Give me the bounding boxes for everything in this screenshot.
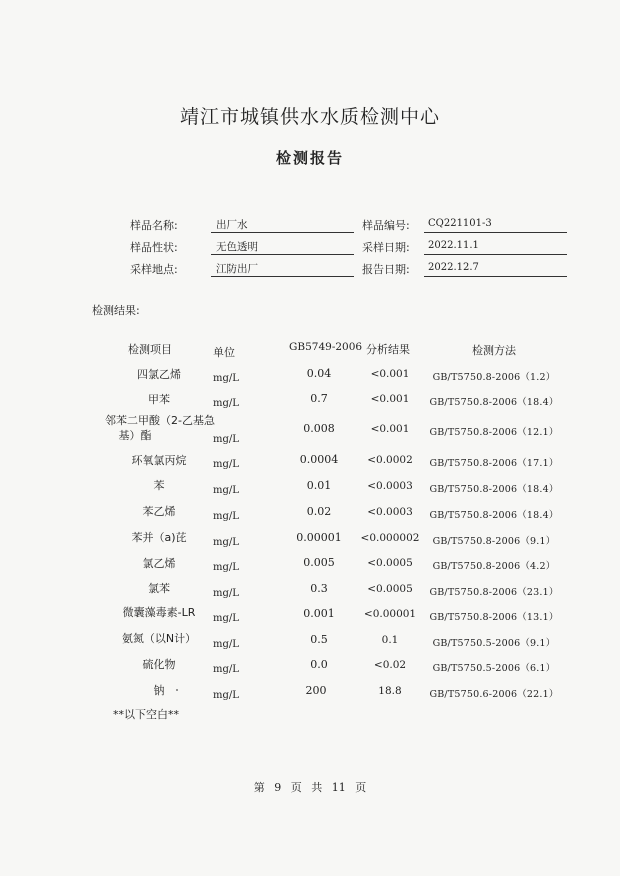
row-7-item: 苯并（a)芘 (131, 531, 187, 544)
sample-name-value: 出厂水 (216, 219, 248, 231)
row-13-unit: mg/L (213, 690, 239, 701)
row-3-method: GB/T5750.8-2006（12.1） (429, 427, 559, 438)
sampling-site-underline (211, 276, 354, 277)
row-13-result: 18.8 (378, 685, 402, 697)
row-9-item: 氯苯 (148, 582, 170, 595)
row-8-result: <0.0005 (367, 557, 413, 569)
row-12-std: 0.0 (310, 658, 328, 671)
row-13-item: 钠 (153, 684, 165, 697)
row-9-result: <0.0005 (367, 583, 413, 595)
row-1-unit: mg/L (213, 373, 239, 384)
row-11-item: 氨氮（以N计） (121, 632, 197, 645)
row-4-unit: mg/L (213, 459, 239, 470)
sample-state-underline (211, 254, 354, 255)
row-1-std: 0.04 (306, 367, 332, 380)
header-unit: 单位 (213, 346, 235, 359)
row-10-item: 微囊藻毒素-LR (122, 606, 196, 619)
results-label: 检测结果: (92, 304, 140, 317)
row-7-std: 0.00001 (296, 531, 342, 544)
row-12-item: 硫化物 (142, 658, 176, 671)
blank-end-note: **以下空白** (113, 708, 179, 721)
row-5-item: 苯 (153, 479, 165, 492)
sample-no-value: CQ221101-3 (428, 218, 492, 229)
report-date-label: 报告日期: (362, 263, 410, 276)
row-6-item: 苯乙烯 (142, 505, 176, 518)
row-8-unit: mg/L (213, 562, 239, 573)
row-6-method: GB/T5750.8-2006（18.4） (429, 510, 559, 521)
sampling-site-value: 江防出厂 (216, 263, 258, 275)
sample-name-label: 样品名称: (130, 219, 178, 232)
org-title: 靖江市城镇供水水质检测中心 (179, 106, 440, 128)
row-1-item: 四氯乙烯 (137, 368, 181, 381)
row-2-method: GB/T5750.8-2006（18.4） (429, 397, 559, 408)
row-4-method: GB/T5750.8-2006（17.1） (429, 458, 559, 469)
header-result: 分析结果 (366, 343, 410, 356)
row-3-item: 邻苯二甲酸（2-乙基急 (105, 414, 215, 427)
row-7-unit: mg/L (213, 537, 239, 548)
row-2-std: 0.7 (310, 392, 328, 405)
row-3-result: <0.001 (370, 423, 410, 435)
row-8-std: 0.005 (303, 556, 335, 569)
header-item: 检测项目 (128, 343, 172, 356)
row-4-std: 0.0004 (299, 453, 339, 466)
report-title: 检测报告 (275, 149, 344, 167)
row-12-result: <0.02 (373, 659, 407, 671)
row-8-item: 氯乙烯 (142, 557, 176, 570)
row-10-std: 0.001 (303, 607, 335, 620)
row-10-result: <0.00001 (363, 608, 417, 620)
report-date-underline (424, 276, 567, 277)
row-7-result: <0.000002 (360, 532, 420, 544)
row-9-unit: mg/L (213, 588, 239, 599)
row-11-std: 0.5 (310, 633, 328, 646)
row-9-std: 0.3 (310, 582, 328, 595)
sample-name-underline (211, 232, 354, 233)
row-6-result: <0.0003 (367, 506, 413, 518)
row-13-std: 200 (305, 684, 327, 697)
row-3-unit: mg/L (213, 434, 239, 445)
row-11-result: 0.1 (381, 634, 399, 646)
sample-no-underline (424, 232, 567, 233)
row-5-result: <0.0003 (367, 480, 413, 492)
sampling-site-label: 采样地点: (130, 263, 178, 276)
row-5-std: 0.01 (306, 479, 332, 492)
row-9-method: GB/T5750.8-2006（23.1） (429, 587, 559, 598)
sample-no-label: 样品编号: (362, 219, 410, 232)
row-10-unit: mg/L (213, 613, 239, 624)
row-5-method: GB/T5750.8-2006（18.4） (429, 484, 559, 495)
row-12-method: GB/T5750.5-2006（6.1） (432, 663, 556, 674)
row-3-std: 0.008 (303, 422, 335, 435)
header-method: 检测方法 (472, 344, 516, 357)
row-1-method: GB/T5750.8-2006（1.2） (432, 372, 556, 383)
page-footer: 第 9 页 共 11 页 (253, 781, 367, 794)
row-5-unit: mg/L (213, 485, 239, 496)
row-11-unit: mg/L (213, 639, 239, 650)
row-2-unit: mg/L (213, 398, 239, 409)
row-6-std: 0.02 (306, 505, 332, 518)
row-12-unit: mg/L (213, 664, 239, 675)
row-2-item: 甲苯 (148, 393, 170, 406)
row-10-method: GB/T5750.8-2006（13.1） (429, 612, 559, 623)
row-1-result: <0.001 (370, 368, 410, 380)
sampling-date-value: 2022.11.1 (428, 240, 479, 251)
row-11-method: GB/T5750.5-2006（9.1） (432, 638, 556, 649)
row-7-method: GB/T5750.8-2006（9.1） (432, 536, 556, 547)
header-std: GB5749-2006 (289, 341, 363, 353)
row-3-item-line2: 基）酯 (118, 429, 152, 442)
sampling-date-underline (424, 254, 567, 255)
sampling-date-label: 采样日期: (362, 241, 410, 254)
row-4-item: 环氧氯丙烷 (131, 454, 187, 467)
sample-state-value: 无色透明 (216, 241, 258, 253)
row-6-unit: mg/L (213, 511, 239, 522)
row-4-result: <0.0002 (367, 454, 413, 466)
row-8-method: GB/T5750.8-2006（4.2） (432, 561, 556, 572)
speck-mark (176, 689, 178, 691)
report-date-value: 2022.12.7 (428, 262, 479, 273)
row-13-method: GB/T5750.6-2006（22.1） (429, 689, 559, 700)
sample-state-label: 样品性状: (130, 241, 178, 254)
row-2-result: <0.001 (370, 393, 410, 405)
